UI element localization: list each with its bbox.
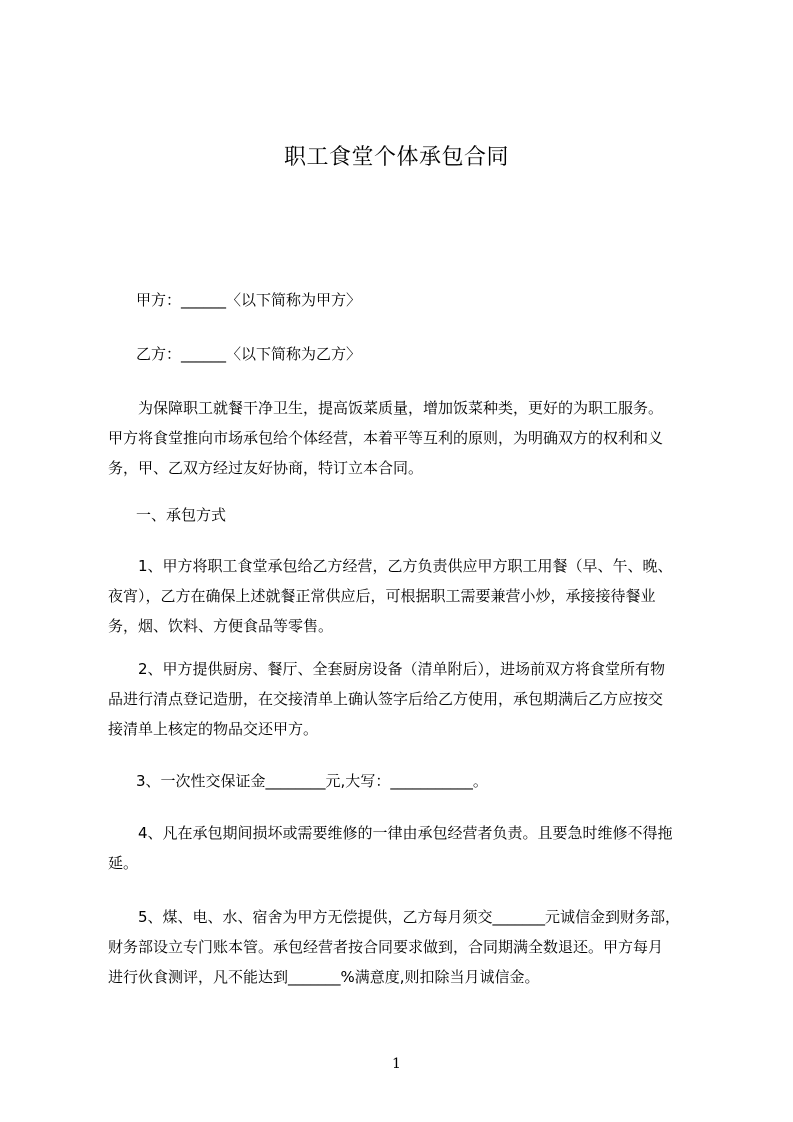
clause-line: 进行伙食测评，凡不能达到_______%满意度,则扣除当月诚信金。 [108,968,540,986]
clause-3: 3、一次性交保证金________元,大写：___________。 [136,772,488,790]
clause-line: 接清单上核定的物品交还甲方。 [108,720,319,738]
clause-1 [108,551,718,641]
clause-line: 4、凡在承包期间损坏或需要维修的一律由承包经营者负责。且要急时维修不得拖 [138,824,673,842]
clause-line: 2、甲方提供厨房、餐厅、全套厨房设备（清单附后），进场前双方将食堂所有物 [138,660,666,678]
intro-paragraph [108,393,718,483]
document-title: 职工食堂个体承包合同 [283,145,509,170]
intro-line: 甲方将食堂推向市场承包给个体经营，本着平等互利的原则，为明确双方的权利和义 [108,429,664,447]
clause-line: 品进行清点登记造册，在交接清单上确认签字后给乙方使用，承包期满后乙方应按交 [108,690,664,708]
clause-line: 财务部设立专门账本管。承包经营者按合同要求做到，合同期满全数退还。甲方每月 [108,938,664,956]
clause-5 [108,902,718,992]
clause-line: 务，烟、饮料、方便食品等零售。 [108,617,334,635]
clause-line: 5、煤、电、水、宿舍为甲方无偿提供，乙方每月须交_______元诚信金到财务部， [138,908,681,926]
section-heading-contract-mode: 一、承包方式 [136,506,227,524]
clause-line: 延。 [108,854,139,872]
party-b-line: 乙方：______〈以下简称为乙方〉 [136,345,362,363]
page-number: 1 [392,1056,401,1072]
intro-line: 为保障职工就餐干净卫生，提高饭菜质量，增加饭菜种类，更好的为职工服务。 [138,399,664,417]
clause-4 [108,818,718,878]
clause-2 [108,654,718,744]
clause-line: 夜宵），乙方在确保上述就餐正常供应后，可根据职工需要兼营小炒，承接接待餐业 [108,587,656,605]
party-a-line: 甲方：______〈以下简称为甲方〉 [136,291,362,309]
intro-line: 务，甲、乙双方经过友好协商，特订立本合同。 [108,459,424,477]
clause-line: 1、甲方将职工食堂承包给乙方经营，乙方负责供应甲方职工用餐（早、午、晚、 [138,557,673,575]
